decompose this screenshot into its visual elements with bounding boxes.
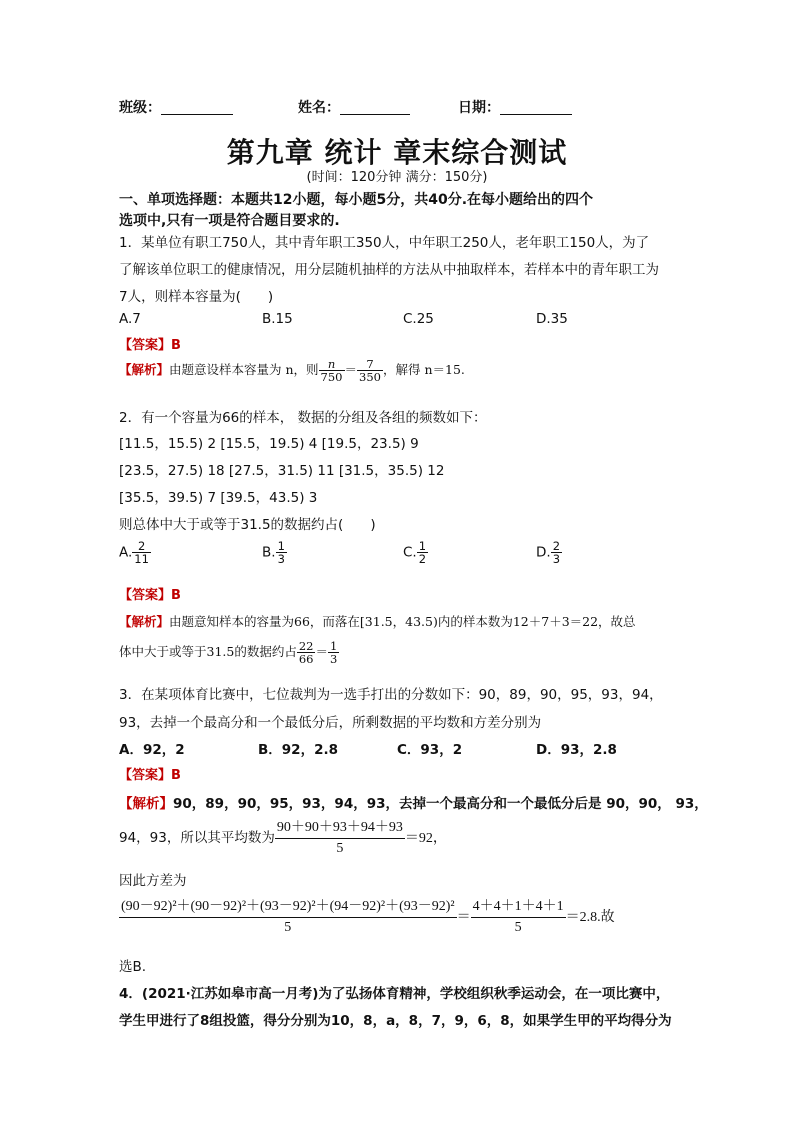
answer-tag: 【答案】 — [119, 588, 172, 603]
q4-line2: 学生甲进行了8组投篮，得分分别为10，8，a，8，7，9，6，8，如果学生甲的平均得分为 — [119, 1013, 672, 1029]
explanation-tag: 【解析】 — [119, 614, 170, 629]
q3-option-a: A．92，2 — [119, 742, 185, 758]
answer-value: B — [171, 588, 181, 603]
q3-explanation-line1: 【解析】90，89，90，95，93，94，93，去掉一个最高分和一个最低分后是 90，90， 93， — [119, 796, 708, 812]
q4-line1: 4．(2021·江苏如皋市高一月考)为了弘扬体育精神，学校组织秋季运动会，在一项比赛中， — [119, 986, 670, 1002]
name-label: 姓名： — [298, 100, 340, 116]
q1-option-a: A.7 — [119, 311, 141, 327]
q3-option-d: D．93，2.8 — [536, 742, 617, 758]
q1-exp-text: 由题意设样本容量为 n，则 — [169, 362, 319, 378]
q3-variance-fraction-2: $\frac{4+4+1+4+1}{5}$ — [472, 899, 564, 935]
q1-option-c: C.25 — [403, 311, 434, 327]
explanation-tag: 【解析】 — [119, 362, 170, 378]
q2-row3: [35.5，39.5) 7 [39.5，43.5) 3 — [119, 490, 318, 506]
q2-option-b: B. $\frac{1}{3}$ — [262, 539, 285, 567]
q3-answer — [119, 764, 181, 783]
q1-option-b: B.15 — [262, 311, 293, 327]
class-label: 班级： — [119, 100, 161, 116]
q2-answer — [119, 584, 181, 603]
page-subtitle: (时间：120分钟 满分：150分) — [306, 170, 488, 185]
q3-option-b: B．92，2.8 — [258, 742, 338, 758]
q1-explanation: 【解析】由题意设样本容量为 n，则 $\frac{n}{750}$ ＝ $\frac{7}{350}$ ，解得 n＝15. — [119, 357, 465, 385]
q3-line1: 3．在某项体育比赛中，七位裁判为一选手打出的分数如下：90，89，90，95，93，94， — [119, 687, 663, 703]
class-field[interactable] — [119, 97, 233, 117]
q1-option-d: D.35 — [536, 311, 568, 327]
q3-explanation-last: 选B. — [119, 959, 147, 975]
q3-variance-fraction: $\frac{\text{(90－92)²＋(90－92)²＋(93－92)²＋(94－92)²＋(93－92)²}}{5}$ — [121, 899, 455, 935]
q3-option-c: C．93，2 — [397, 742, 463, 758]
q2-option-d: D. $\frac{2}{3}$ — [536, 539, 561, 567]
q2-row2: [23.5，27.5) 18 [27.5，31.5) 11 [31.5，35.5) 12 — [119, 463, 445, 479]
q2-line5: 则总体中大于或等于31.5的数据约占( ) — [119, 517, 376, 533]
q3-explanation-line2: 94，93，所以其平均数为 $\frac{90+90+93+94+93}{5}$ ＝92， — [119, 818, 447, 858]
q1-line1: 1．某单位有职工750人，其中青年职工350人，中年职工250人，老年职工150人，为了 — [119, 235, 650, 251]
q3-mean-fraction: $\frac{90+90+93+94+93}{5}$ — [276, 820, 403, 856]
q3-variance-formula: $\frac{\text{(90－92)²＋(90－92)²＋(93－92)²＋(94－92)²＋(93－92)²}}{5}$ ＝ $\frac{4+4+1+4+1}{5}$ ＝2.8.故 — [119, 897, 615, 937]
q1-line2: 了解该单位职工的健康情况，用分层随机抽样的方法从中抽取样本，若样本中的青年职工为 — [119, 262, 659, 278]
q1-fraction-2: $\frac{7}{350}$ — [359, 357, 381, 385]
q3-variance-intro: 因此方差为 — [119, 873, 187, 889]
name-field[interactable] — [298, 97, 410, 117]
section-heading-line2: 选项中,只有一项是符合题目要求的. — [119, 213, 340, 229]
q3-line2: 93，去掉一个最高分和一个最低分后，所剩数据的平均数和方差分别为 — [119, 715, 542, 731]
answer-value: B — [171, 338, 181, 353]
date-field[interactable] — [458, 97, 572, 117]
class-blank[interactable] — [161, 100, 233, 115]
q2-row1: [11.5，15.5) 2 [15.5，19.5) 4 [19.5，23.5) 9 — [119, 436, 419, 452]
answer-tag: 【答案】 — [119, 768, 172, 783]
q2-line1: 2．有一个容量为66的样本， 数据的分组及各组的频数如下： — [119, 410, 487, 426]
answer-tag: 【答案】 — [119, 338, 172, 353]
q2-option-a: A. $\frac{2}{11}$ — [119, 539, 149, 567]
date-blank[interactable] — [500, 100, 572, 115]
page-title: 第九章 统计 章末综合测试 — [226, 136, 568, 169]
q2-explanation-line2: 体中大于或等于31.5的数据约占 $\frac{22}{66}$ ＝ $\frac{1}{3}$ — [119, 639, 338, 667]
q1-fraction-1: $\frac{n}{750}$ — [320, 357, 343, 385]
q2-explanation-line1: 【解析】由题意知样本的容量为66，而落在[31.5，43.5)内的样本数为12＋7＋3＝22，故总 — [119, 614, 636, 629]
q1-answer — [119, 334, 181, 353]
answer-value: B — [171, 768, 181, 783]
explanation-tag: 【解析】 — [119, 796, 173, 812]
name-blank[interactable] — [340, 100, 410, 115]
q2-option-c: C. $\frac{1}{2}$ — [403, 539, 427, 567]
q2-exp-fraction-2: $\frac{1}{3}$ — [330, 639, 338, 667]
q1-line3: 7人，则样本容量为( ) — [119, 289, 274, 305]
section-heading-line1: 一、单项选择题：本题共12小题，每小题5分，共40分.在每小题给出的四个 — [119, 192, 594, 208]
date-label: 日期： — [458, 100, 500, 116]
q2-exp-fraction-1: $\frac{22}{66}$ — [298, 639, 314, 667]
